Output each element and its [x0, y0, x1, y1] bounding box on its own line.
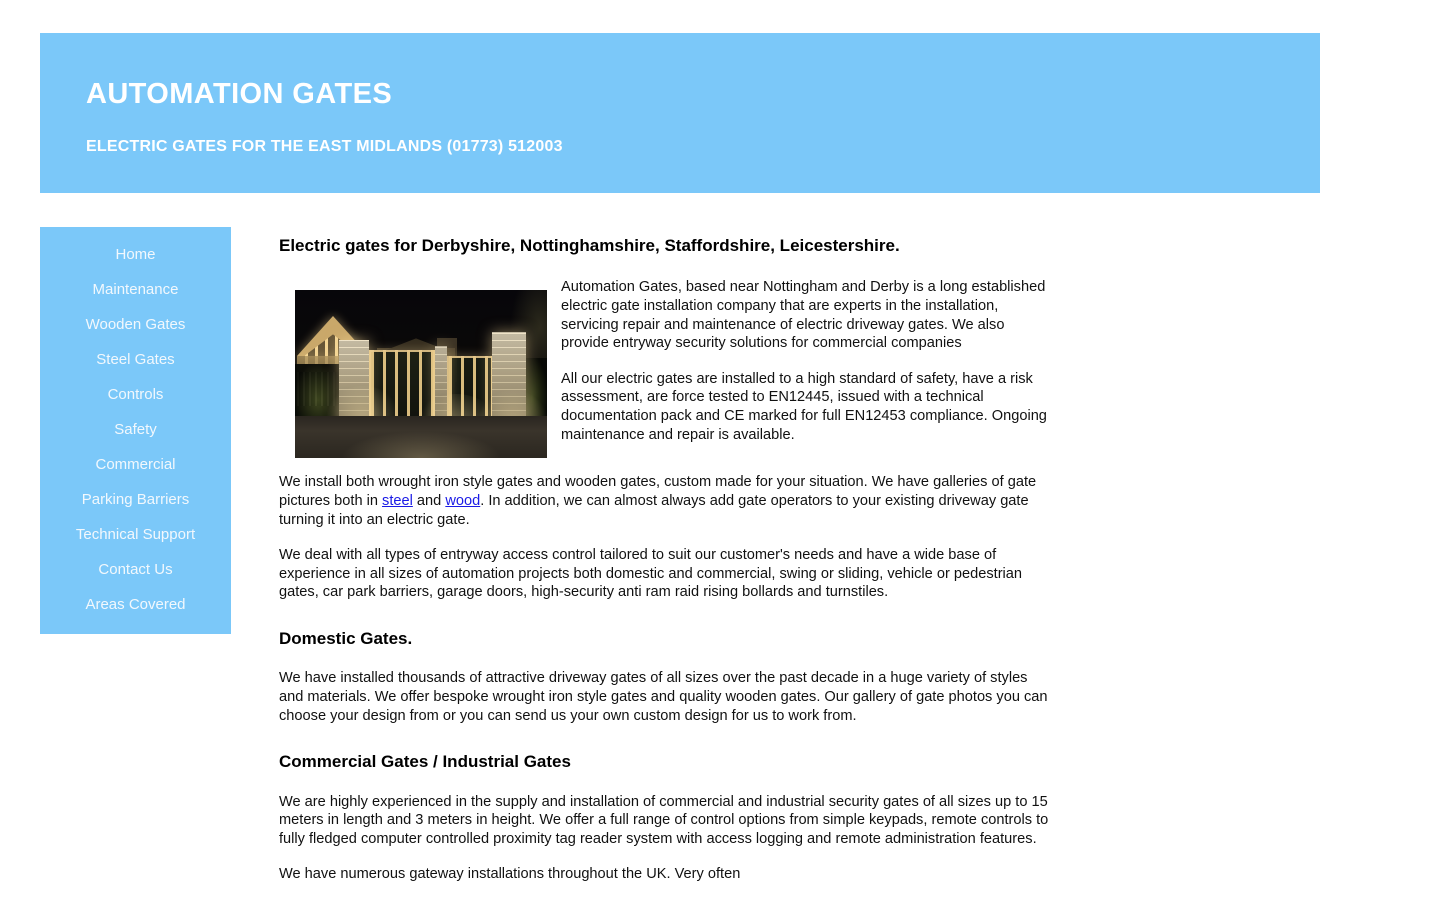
- sidebar-item-contact-us[interactable]: Contact Us: [98, 561, 173, 578]
- intro-block: [279, 278, 1049, 464]
- driveway-shape: [295, 416, 547, 458]
- page-heading: Electric gates for Derbyshire, Nottinghamshire, Staffordshire, Leicestershire.: [279, 236, 900, 255]
- sidebar-item-safety[interactable]: Safety: [114, 421, 157, 438]
- gate-photo: [295, 290, 547, 458]
- intro-paragraph-1: Automation Gates, based near Nottingham and Derby is a long established electric gate installation company that are experts in the installation, servicing repair and maintenance of electric driveway gates. We also provide entryway security solutions for commercial companies: [561, 279, 1046, 352]
- install-paragraph: [279, 473, 1049, 529]
- gate-photo-image: [295, 290, 547, 458]
- sidebar-item-parking-barriers[interactable]: Parking Barriers: [81, 491, 190, 508]
- site-title: AUTOMATION GATES: [86, 78, 393, 110]
- site-banner: [40, 33, 1320, 193]
- intro-paragraph-2: All our electric gates are installed to a high standard of safety, have a risk assessment, are force tested to EN12445, issued with a technical documentation pack and CE marked for full EN12453 compliance. Ongoing maintenance and repair is available.: [561, 370, 1047, 443]
- steel-gallery-link[interactable]: steel: [382, 492, 413, 509]
- domestic-gates-paragraph: We have installed thousands of attractive driveway gates of all sizes over the past decade in a huge variety of styles and materials. We offer bespoke wrought iron style gates and quality wooden gates. Our gallery of gate photos you can choose your design from or you can send us your own custom design for us to work from.: [279, 670, 1048, 724]
- access-control-paragraph: We deal with all types of entryway access control tailored to suit our customer's needs and have a wide base of experience in all sizes of automation projects both domestic and commercial, swing or sliding, vehicle or pedestrian gates, car park barriers, garage doors, high-security anti ram raid rising bollards and turnstiles.: [279, 547, 1023, 601]
- sidebar-item-maintenance[interactable]: Maintenance: [92, 281, 179, 298]
- sidebar-item-controls[interactable]: Controls: [107, 386, 164, 403]
- sidebar-item-commercial[interactable]: Commercial: [95, 456, 176, 473]
- sidebar-item-wooden-gates[interactable]: Wooden Gates: [85, 316, 186, 333]
- main-content: [279, 236, 1049, 901]
- install-text-part3: . In addition, we can almost always add gate operators to your existing driveway gate turning it into an electric gate.: [279, 492, 1029, 528]
- site-tagline: ELECTRIC GATES FOR THE EAST MIDLANDS (01773) 512003: [86, 138, 563, 155]
- domestic-gates-heading: Domestic Gates.: [279, 628, 413, 648]
- sidebar-item-areas-covered[interactable]: Areas Covered: [85, 596, 186, 613]
- sidebar-item-steel-gates[interactable]: Steel Gates: [96, 351, 175, 368]
- cut-off-paragraph: We have numerous gateway installations throughout the UK. Very often: [279, 866, 741, 883]
- install-text-part1: We install both wrought iron style gates and wooden gates, custom made for your situation. We have galleries of gate pictures both in: [279, 474, 1037, 509]
- install-text-part2: and: [412, 492, 446, 509]
- sidebar-item-technical-support[interactable]: Technical Support: [75, 526, 196, 543]
- intro-paragraphs: [561, 278, 1049, 444]
- sidebar-item-home[interactable]: Home: [115, 246, 156, 263]
- wood-gallery-link[interactable]: wood: [445, 492, 481, 509]
- commercial-gates-paragraph: We are highly experienced in the supply and installation of commercial and industrial security gates of all sizes up to 15 meters in length and 3 meters in height. We offer a full range of control options from simple keypads, remote controls to fully fledged computer controlled proximity tag reader system with access logging and remote administration features.: [279, 793, 1049, 847]
- commercial-gates-heading: Commercial Gates / Industrial Gates: [279, 752, 571, 772]
- sidebar-navigation: [40, 227, 231, 634]
